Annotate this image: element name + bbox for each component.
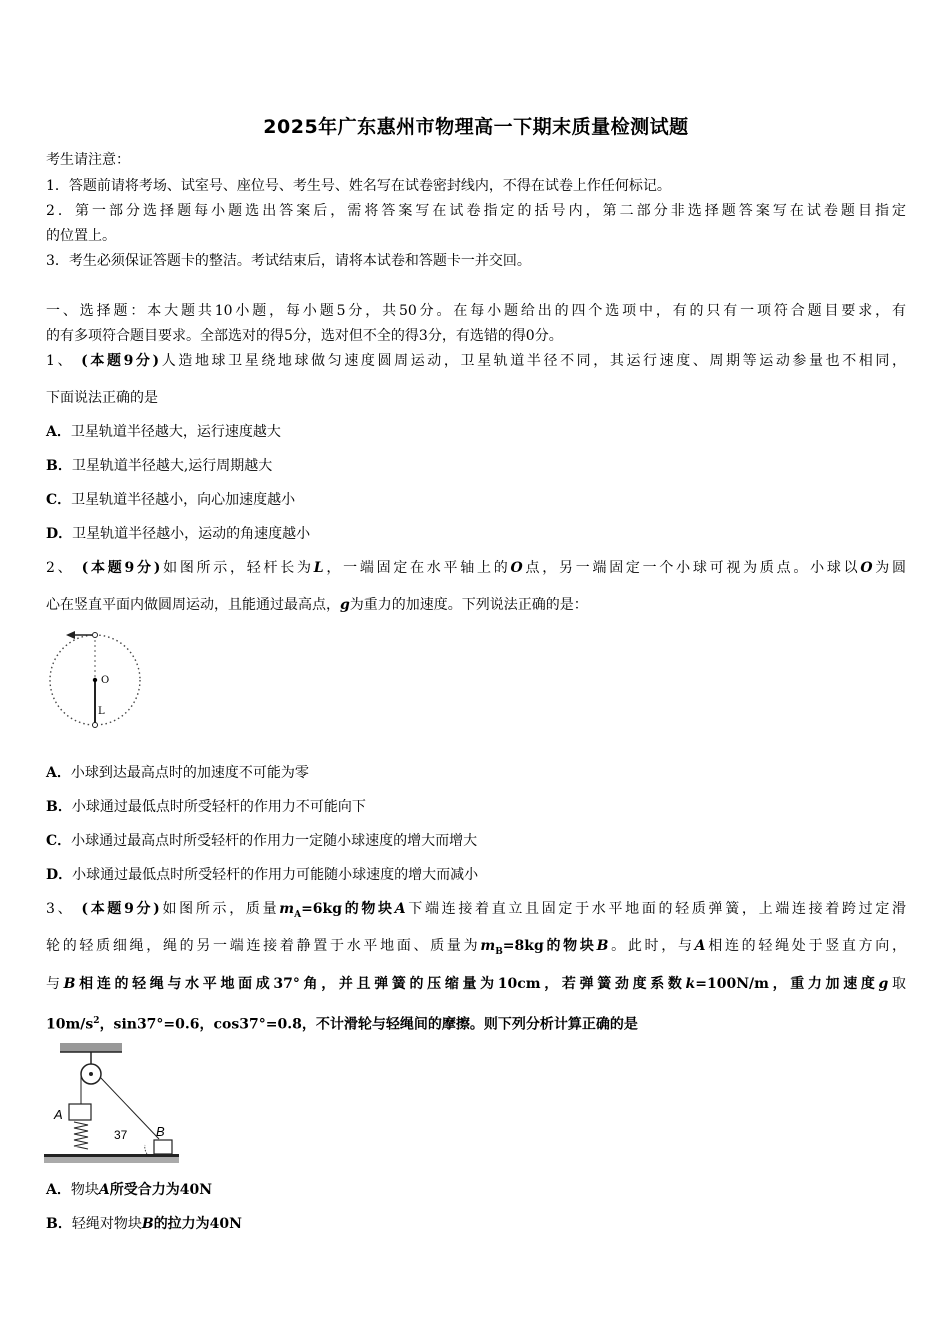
q3-pulley-figure [44, 1040, 184, 1168]
q2-text: ，一端固定在水平轴上的 [323, 560, 511, 576]
q2-text: 心在竖直平面内做圆周运动，且能通过最高点， [46, 597, 340, 613]
ball-top [93, 633, 98, 638]
var-g: g [340, 597, 350, 613]
var-B: B [63, 976, 76, 992]
q3-text: =8kg的物块 [502, 938, 597, 954]
q3-stem-line4 [46, 1011, 906, 1035]
option-label: A． [46, 424, 71, 440]
var-A: A [98, 1182, 110, 1198]
q1-stem-line2: 下面说法正确的是 [46, 390, 158, 406]
q1-text-1: 人造地球卫星绕地球做匀速度圆周运动，卫星轨道半径不同，其运行速度、周期等运动参量也不相同， [159, 353, 907, 369]
q2-option-c [46, 831, 906, 851]
var-O: O [860, 560, 873, 576]
q3-score: (本题9分) [81, 901, 160, 917]
notice-heading: 考生请注意： [46, 152, 130, 168]
var-A: A [694, 938, 706, 954]
arrow-head-icon [66, 631, 75, 639]
q3-text: 下端连接着直立且固定于水平地面的轻质弹簧，上端连接着跨过定滑 [405, 901, 907, 917]
q2-stem-line1 [46, 558, 906, 578]
section-instructions-line1: 一、选择题：本大题共10小题，每小题5分，共50分。在每小题给出的四个选项中，有的只有一项符合题目要求，有 [46, 303, 906, 319]
var-L: L [313, 560, 324, 576]
q2-number: 2、 [46, 560, 75, 576]
page-title: 2025年广东惠州市物理高一下期末质量检测试题 [263, 116, 689, 138]
angle-arc [145, 1145, 147, 1154]
q1-option-b [46, 456, 906, 476]
option-text: 卫星轨道半径越大,运行周期越大 [71, 458, 273, 474]
label-O: O [101, 675, 110, 686]
q3-stem-line3 [46, 974, 906, 994]
option-label: B． [46, 458, 72, 474]
q3-text: 相连的轻绳处于竖直方向， [705, 938, 907, 954]
var-k: k [685, 976, 696, 992]
q3-text: 相连的轻绳与水平地面成37°角，并且弹簧的压缩量为10cm，若弹簧劲度系数 [75, 976, 686, 992]
option-text: 卫星轨道半径越小，向心加速度越小 [71, 492, 296, 508]
q3-text: 与 [46, 976, 64, 992]
notice-item-2-cont: 的位置上。 [46, 228, 116, 244]
superscript-2: 2 [93, 1016, 100, 1026]
notice-item-2: 2．第一部分选择题每小题选出答案后，需将答案写在试卷指定的括号内，第二部分非选择题答案写在试卷题目指定 [46, 203, 906, 219]
q3-text: =6kg的物块 [301, 901, 395, 917]
q1-option-d [46, 524, 906, 544]
subscript-A: A [294, 909, 302, 920]
ground-hatch [44, 1157, 179, 1163]
var-O: O [510, 560, 523, 576]
spring-icon [74, 1122, 88, 1149]
var-B: B [596, 938, 609, 954]
option-text: 卫星轨道半径越大，运行速度越大 [70, 424, 281, 440]
q3-number: 3、 [46, 901, 75, 917]
pivot-point [93, 678, 97, 682]
label-L: L [98, 706, 105, 717]
q3-option-b [46, 1214, 906, 1234]
rope-to-B [100, 1077, 159, 1139]
option-label: A． [46, 1182, 71, 1198]
var-B: B [141, 1216, 154, 1232]
q3-text: 如图所示，质量 [159, 901, 280, 917]
option-label: B． [46, 799, 72, 815]
notice-item-3: 3．考生必须保证答题卡的整洁。考试结束后，请将本试卷和答题卡一并交回。 [46, 253, 531, 269]
q3-text: 。此时，与 [608, 938, 695, 954]
q3-text: 取 [888, 976, 907, 992]
option-text: 小球通过最低点时所受轻杆的作用力可能随小球速度的增大而减小 [72, 867, 479, 883]
q3-text: 10m/s [46, 1016, 94, 1033]
option-text: 轻绳对物块 [71, 1216, 142, 1232]
option-label: D． [46, 526, 73, 542]
var-mA: m [279, 901, 295, 917]
ceiling [60, 1043, 122, 1052]
q2-text: 为圆 [872, 560, 907, 576]
q2-text: 为重力的加速度。下列说法正确的是： [349, 597, 588, 613]
q2-circle-figure [48, 626, 148, 732]
ball-bottom [93, 723, 98, 728]
option-text: 的拉力为40N [153, 1216, 242, 1232]
q3-text: 轮的轻质细绳，绳的另一端连接着静置于水平地面、质量为 [46, 938, 481, 954]
q2-text: 点，另一端固定一个小球可视为质点。小球以 [522, 560, 861, 576]
ground [44, 1154, 179, 1157]
var-g: g [878, 976, 889, 992]
notice-item-1: 1．答题前请将考场、试室号、座位号、考生号、姓名写在试卷密封线内，不得在试卷上作任何标记。 [46, 178, 671, 194]
q2-stem-line2 [46, 595, 906, 615]
option-text: 卫星轨道半径越小，运动的角速度越小 [72, 526, 311, 542]
var-A: A [394, 901, 406, 917]
option-text: 小球通过最高点时所受轻杆的作用力一定随小球速度的增大而增大 [71, 833, 478, 849]
var-mB: m [480, 938, 496, 954]
label-B: B [156, 1124, 165, 1139]
q2-score: (本题9分) [81, 560, 161, 576]
section-instructions-line2: 的有多项符合题目要求。全部选对的得5分，选对但不全的得3分，有选错的得0分。 [46, 328, 563, 344]
q3-option-a [46, 1180, 906, 1200]
option-label: A． [46, 765, 71, 781]
label-A: A [54, 1107, 63, 1122]
option-text: 物块 [70, 1182, 99, 1198]
block-A [69, 1104, 91, 1120]
option-label: C． [46, 492, 72, 508]
q2-option-b [46, 797, 906, 817]
q3-stem-line2 [46, 936, 906, 962]
q2-option-a [46, 763, 906, 783]
q1-number: 1、 [46, 353, 75, 369]
option-text: 小球到达最高点时的加速度不可能为零 [70, 765, 309, 781]
q3-stem-line1 [46, 899, 906, 925]
q1-option-a [46, 422, 906, 442]
block-B [154, 1140, 172, 1154]
q1-score: (本题9分) [81, 353, 160, 369]
option-label: D． [46, 867, 73, 883]
option-label: C． [46, 833, 72, 849]
q1-stem-line1 [46, 351, 906, 371]
q2-option-d [46, 865, 906, 885]
option-text: 所受合力为40N [109, 1182, 213, 1198]
subscript-B: B [495, 946, 503, 957]
q3-text: ，sin37°=0.6，cos37°=0.8，不计滑轮与轻绳间的摩擦。则下列分析计算正确的是 [99, 1016, 638, 1033]
label-angle: 37 [114, 1128, 128, 1142]
pulley-axle [89, 1072, 93, 1076]
q1-option-c [46, 490, 906, 510]
q2-text: 如图所示，轻杆长为 [160, 560, 314, 576]
option-text: 小球通过最低点时所受轻杆的作用力不可能向下 [71, 799, 366, 815]
q3-text: =100N/m，重力加速度 [695, 976, 879, 992]
option-label: B． [46, 1216, 72, 1232]
